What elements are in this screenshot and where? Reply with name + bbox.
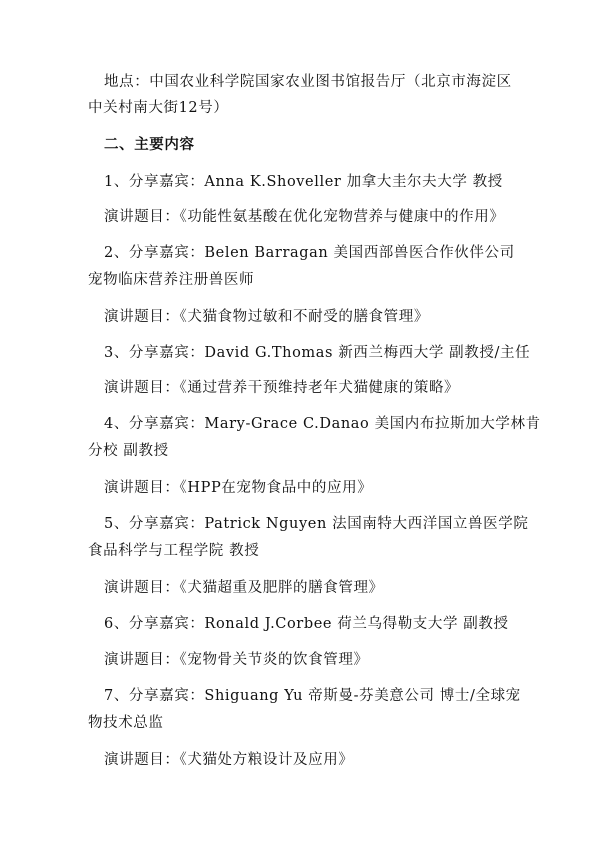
speaker-6-line: 6、分享嘉宾：Ronald J.Corbee 荷兰乌得勒支大学 副教授 [104,616,509,632]
location-line-1: 地点：中国农业科学院国家农业图书馆报告厅（北京市海淀区 [104,74,512,90]
speaker-5-line: 5、分享嘉宾：Patrick Nguyen 法国南特大西洋国立兽医学院 [104,516,529,532]
speaker-7-line: 7、分享嘉宾：Shiguang Yu 帝斯曼-芬美意公司 博士/全球宠 [104,688,521,704]
speaker-2-talk: 演讲题目：《犬猫食物过敏和不耐受的膳食管理》 [104,309,429,325]
section-heading: 二、主要内容 [104,137,195,153]
speaker-4-talk: 演讲题目：《HPP在宠物食品中的应用》 [104,480,373,496]
speaker-1-line: 1、分享嘉宾：Anna K.Shoveller 加拿大圭尔夫大学 教授 [104,174,503,190]
speaker-1-talk: 演讲题目：《功能性氨基酸在优化宠物营养与健康中的作用》 [104,209,505,225]
speaker-7-talk: 演讲题目：《犬猫处方粮设计及应用》 [104,752,354,768]
speaker-4-line-2: 分校 副教授 [88,443,169,459]
speaker-4-line: 4、分享嘉宾：Mary-Grace C.Danao 美国内布拉斯加大学林肯 [104,416,541,432]
speaker-5-line-2: 食品科学与工程学院 教授 [88,543,260,559]
speaker-2-line: 2、分享嘉宾：Belen Barragan 美国西部兽医合作伙伴公司 [104,245,515,261]
speaker-6-talk: 演讲题目：《宠物骨关节炎的饮食管理》 [104,652,369,668]
location-line-2: 中关村南大街12号） [88,100,229,116]
speaker-3-talk: 演讲题目：《通过营养干预维持老年犬猫健康的策略》 [104,380,460,396]
speaker-2-line-2: 宠物临床营养注册兽医师 [88,272,255,288]
speaker-5-talk: 演讲题目：《犬猫超重及肥胖的膳食管理》 [104,580,384,596]
speaker-3-line: 3、分享嘉宾：David G.Thomas 新西兰梅西大学 副教授/主任 [104,345,531,361]
speaker-7-line-2: 物技术总监 [88,715,164,731]
